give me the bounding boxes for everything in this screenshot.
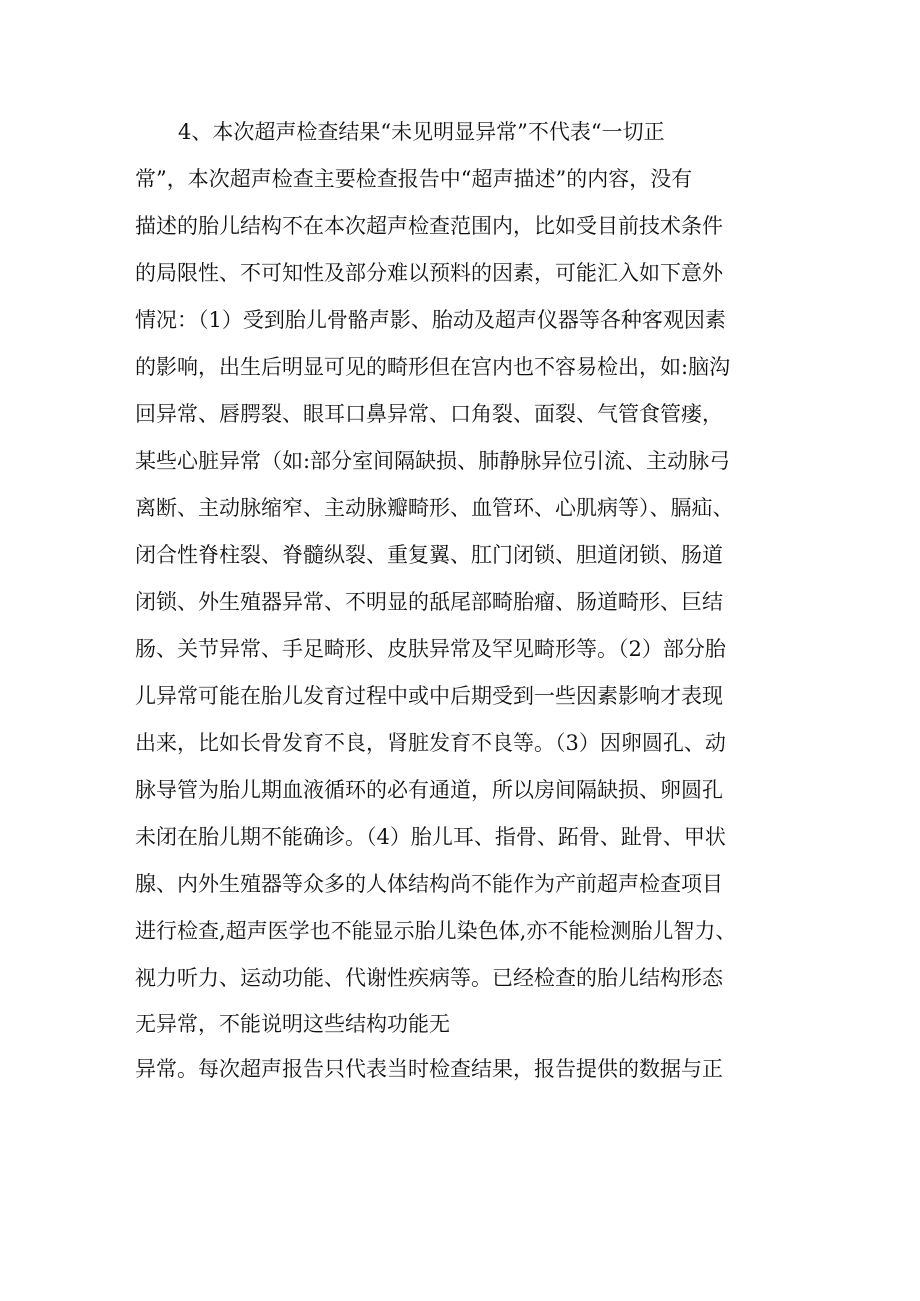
text-line: 的影响，出生后明显可见的畸形但在宫内也不容易检出，如:脑沟 bbox=[135, 355, 731, 379]
text-line: 闭合性脊柱裂、脊髓纵裂、重复翼、肛门闭锁、胆道闭锁、肠道 bbox=[135, 543, 723, 567]
text-line: 视力听力、运动功能、代谢性疾病等。已经检查的胎儿结构形态 bbox=[135, 966, 723, 990]
text-line: 描述的胎儿结构不在本次超声检查范围内，比如受目前技术条件 bbox=[135, 214, 723, 238]
text-line: 脉导管为胎儿期血液循环的必有通道，所以房间隔缺损、卵圆孔 bbox=[135, 778, 723, 802]
text-line: 4、本次超声检查结果“未见明显异常”不代表“一切正 bbox=[178, 120, 665, 144]
text-line: 无异常，不能说明这些结构功能无 bbox=[135, 1012, 450, 1036]
text-line: 进行检查,超声医学也不能显示胎儿染色体,亦不能检测胎儿智力、 bbox=[135, 919, 737, 943]
text-line: 出来，比如长骨发育不良，肾脏发育不良等。（3）因卵圆孔、动 bbox=[135, 731, 726, 755]
text-line: 的局限性、不可知性及部分难以预料的因素，可能汇入如下意外 bbox=[135, 261, 723, 285]
text-line: 异常。每次超声报告只代表当时检查结果，报告提供的数据与正 bbox=[135, 1057, 723, 1081]
text-line: 回异常、唇腭裂、眼耳口鼻异常、口角裂、面裂、气管食管瘘， bbox=[135, 402, 723, 426]
text-line: 未闭在胎儿期不能确诊。（4）胎儿耳、指骨、跖骨、趾骨、甲状 bbox=[135, 825, 726, 849]
text-line: 离断、主动脉缩窄、主动脉瓣畸形、血管环、心肌病等）、膈疝、 bbox=[135, 496, 734, 520]
text-line: 常”，本次超声检查主要检查报告中“超声描述”的内容，没有 bbox=[135, 167, 693, 191]
text-line: 某些心脏异常（如:部分室间隔缺损、肺静脉异位引流、主动脉弓 bbox=[135, 449, 731, 473]
paragraph bbox=[135, 109, 795, 1093]
text-line: 闭锁、外生殖器异常、不明显的舐尾部畸胎瘤、肠道畸形、巨结 bbox=[135, 590, 723, 614]
text-line: 腺、内外生殖器等众多的人体结构尚不能作为产前超声检查项目 bbox=[135, 872, 723, 896]
text-line: 情况：（1）受到胎儿骨骼声影、胎动及超声仪器等各种客观因素 bbox=[135, 308, 726, 332]
text-line: 儿异常可能在胎儿发育过程中或中后期受到一些因素影响才表现 bbox=[135, 684, 723, 708]
text-line: 肠、关节异常、手足畸形、皮肤异常及罕见畸形等。（2）部分胎 bbox=[135, 637, 726, 661]
